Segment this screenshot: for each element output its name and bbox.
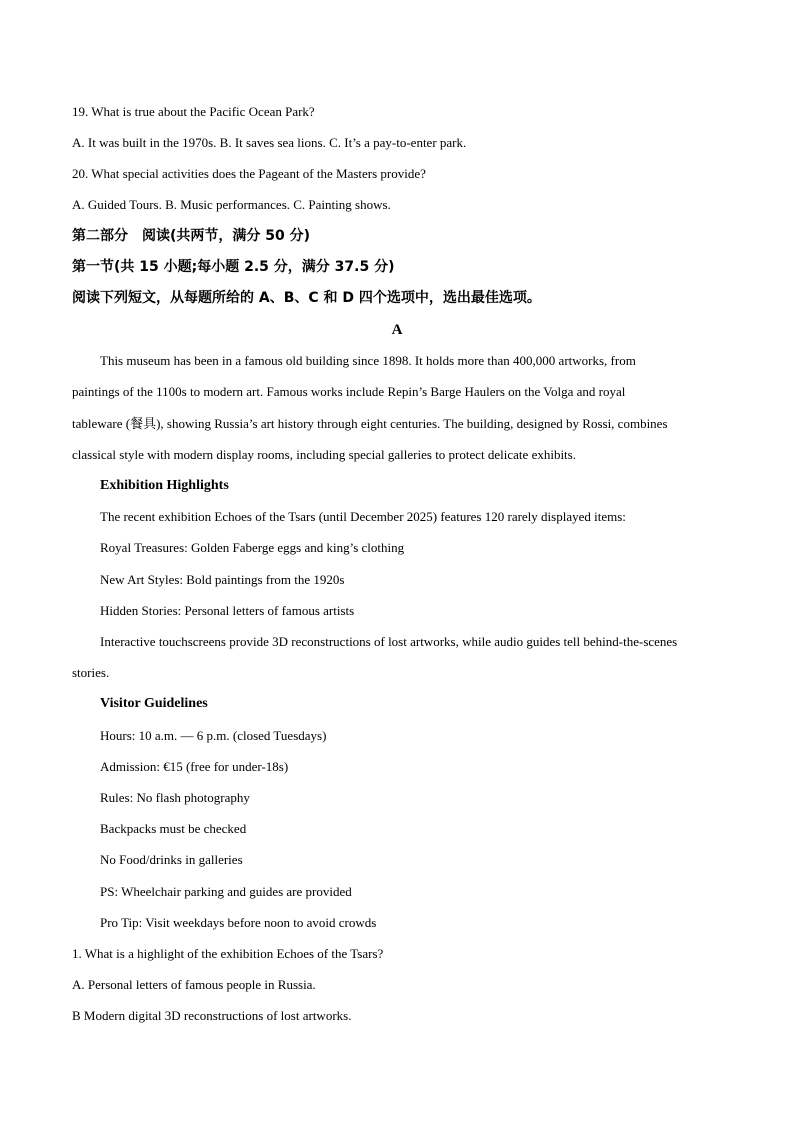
question-19-text: 19. What is true about the Pacific Ocean Park? bbox=[72, 104, 315, 119]
question-20-options: A. Guided Tours. B. Music performances. C. Painting shows. bbox=[72, 197, 391, 212]
guideline-item: Hours: 10 a.m. — 6 p.m. (closed Tuesdays) bbox=[100, 728, 327, 743]
question-1-option-b: B Modern digital 3D reconstructions of lost artworks. bbox=[72, 1008, 352, 1023]
subsection-heading: 第一节(共 15 小题;每小题 2.5 分，满分 37.5 分) bbox=[72, 259, 395, 275]
guideline-item: Rules: No flash photography bbox=[100, 790, 250, 805]
highlights-intro: The recent exhibition Echoes of the Tsars (until December 2025) features 120 rarely displayed items: bbox=[100, 509, 626, 524]
question-19-options: A. It was built in the 1970s. B. It saves sea lions. C. It’s a pay-to-enter park. bbox=[72, 135, 467, 150]
guideline-item: Backpacks must be checked bbox=[100, 821, 247, 836]
guideline-item: PS: Wheelchair parking and guides are provided bbox=[100, 884, 352, 899]
highlight-item: Hidden Stories: Personal letters of famous artists bbox=[100, 603, 355, 618]
highlight-item: Royal Treasures: Golden Faberge eggs and king’s clothing bbox=[100, 540, 405, 555]
guideline-item: No Food/drinks in galleries bbox=[100, 852, 243, 867]
guideline-item: Pro Tip: Visit weekdays before noon to avoid crowds bbox=[100, 915, 377, 930]
interactive-text: Interactive touchscreens provide 3D reconstructions of lost artworks, while audio guides tell behind-the-scenes bbox=[100, 634, 678, 649]
highlights-title: Exhibition Highlights bbox=[100, 478, 229, 493]
interactive-text-cont: stories. bbox=[72, 665, 110, 680]
part-heading: 第二部分 阅读(共两节，满分 50 分) bbox=[72, 228, 311, 244]
paragraph-line: paintings of the 1100s to modern art. Famous works include Repin’s Barge Haulers on the Volga and royal bbox=[72, 384, 626, 399]
highlight-item: New Art Styles: Bold paintings from the 1920s bbox=[100, 572, 345, 587]
guidelines-title: Visitor Guidelines bbox=[100, 696, 208, 711]
paragraph-line: tableware (餐具), showing Russia’s art history through eight centuries. The building, designed by Rossi, combines bbox=[72, 416, 668, 431]
paragraph-line: This museum has been in a famous old building since 1898. It holds more than 400,000 artworks, from bbox=[100, 353, 636, 368]
question-20-text: 20. What special activities does the Pageant of the Masters provide? bbox=[72, 166, 426, 181]
question-1-option-a: A. Personal letters of famous people in Russia. bbox=[72, 977, 316, 992]
guideline-item: Admission: €15 (free for under-18s) bbox=[100, 759, 289, 774]
question-1-text: 1. What is a highlight of the exhibition Echoes of the Tsars? bbox=[72, 946, 384, 961]
paragraph-line: classical style with modern display rooms, including special galleries to protect delicate exhibits. bbox=[72, 447, 576, 462]
passage-label: A bbox=[391, 322, 403, 338]
instruction-text: 阅读下列短文，从每题所给的 A、B、C 和 D 四个选项中，选出最佳选项。 bbox=[72, 290, 541, 306]
